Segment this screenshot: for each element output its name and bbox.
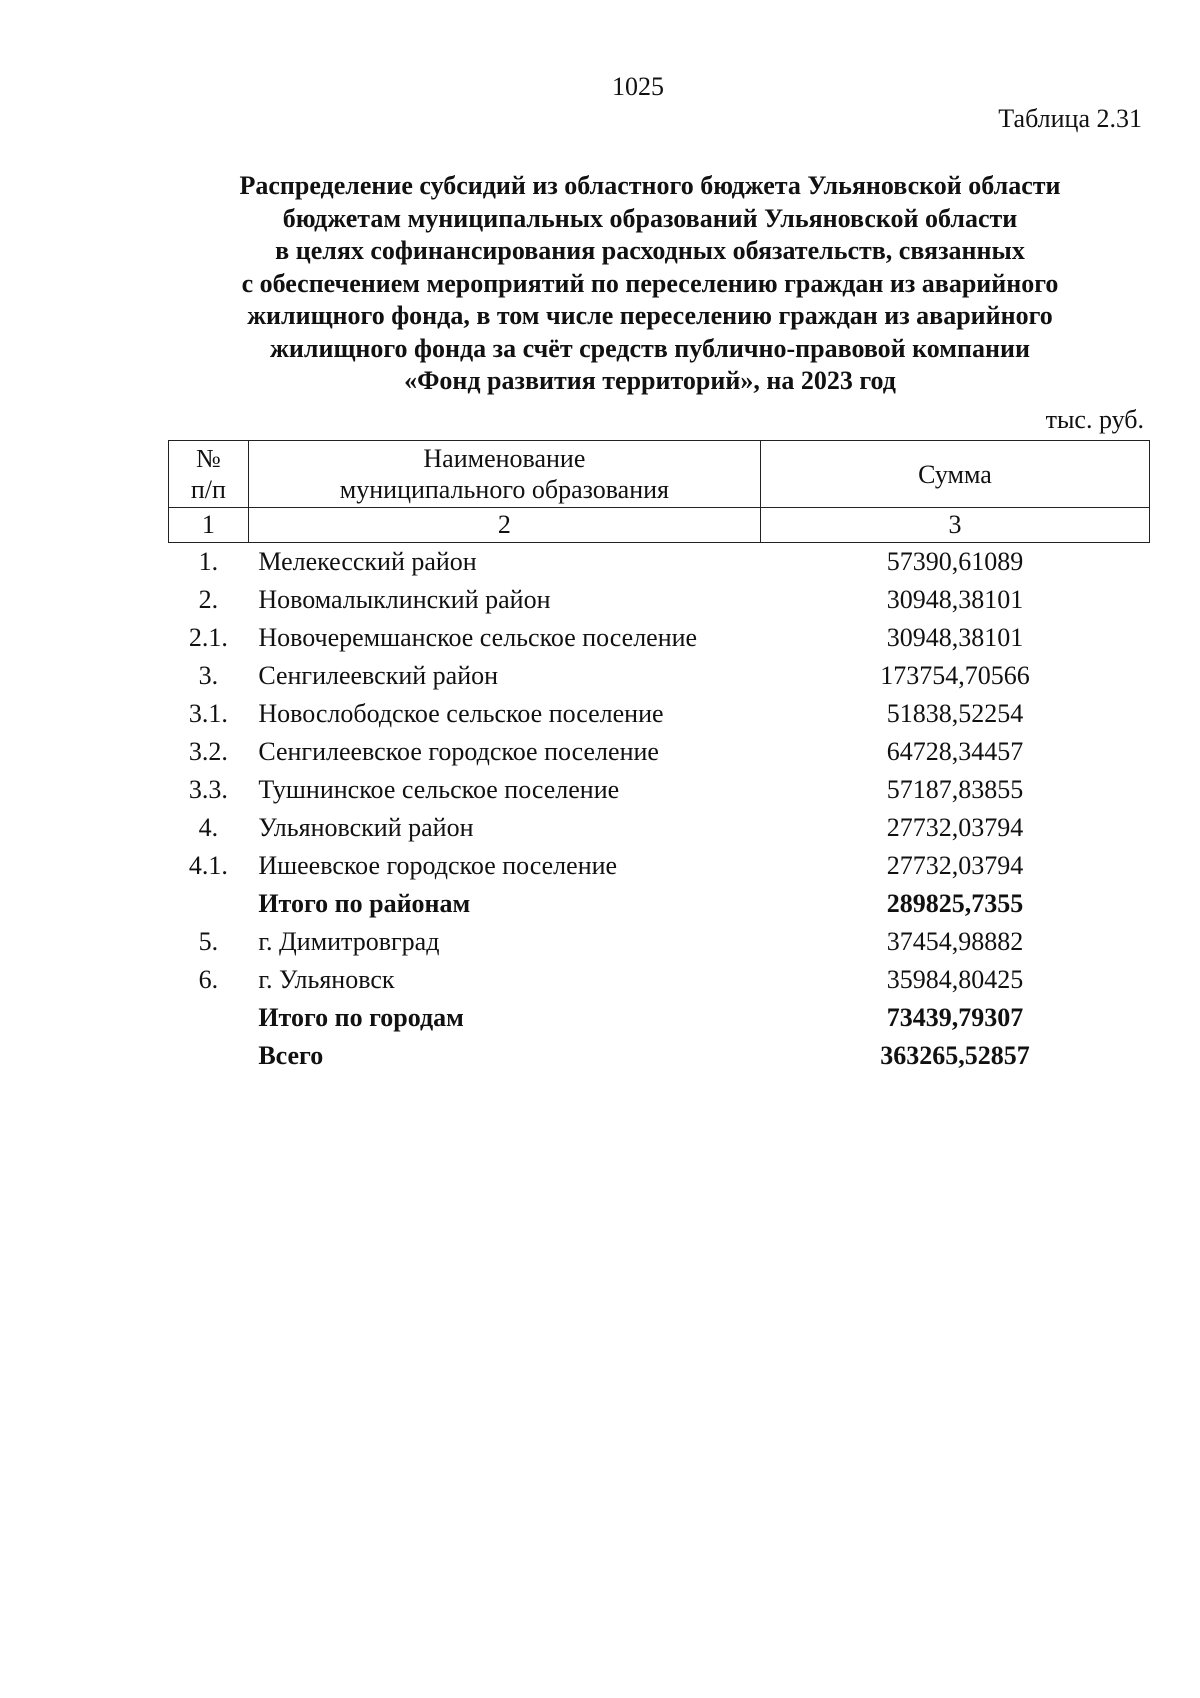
header-num-line1: №	[196, 444, 221, 473]
row-sum: 173754,70566	[880, 661, 1030, 690]
header-sum: Сумма	[760, 441, 1149, 508]
table-body	[169, 543, 1150, 1076]
title-line: в целях софинансирования расходных обязательств, связанных	[275, 236, 1025, 265]
row-number	[169, 1037, 249, 1075]
row-number: 4.1.	[188, 851, 228, 880]
table-row	[169, 619, 1150, 657]
table-row	[169, 961, 1150, 999]
row-sum: 289825,7355	[886, 889, 1024, 918]
table-row	[169, 581, 1150, 619]
table-total-row	[169, 999, 1150, 1037]
row-name: Новочеремшанское сельское поселение	[258, 623, 698, 652]
column-number: 3	[760, 508, 1149, 543]
row-number: 3.	[198, 661, 219, 690]
row-sum: 73439,79307	[886, 1003, 1024, 1032]
row-sum: 30948,38101	[886, 623, 1024, 652]
title-line: жилищного фонда, в том числе переселению граждан из аварийного	[247, 301, 1053, 330]
title-line: бюджетам муниципальных образований Ульяновской области	[282, 203, 1018, 233]
row-name: Новослободское сельское поселение	[258, 699, 664, 728]
header-num	[169, 441, 249, 508]
page-number: 1025	[612, 72, 664, 101]
row-number: 3.3.	[188, 775, 228, 804]
document-title	[140, 170, 1160, 398]
row-name: Сенгилеевский район	[258, 661, 499, 690]
title-line: с обеспечением мероприятий по переселению граждан из аварийного	[241, 268, 1059, 298]
table-total-row	[169, 885, 1150, 923]
row-name: г. Димитровград	[258, 927, 440, 956]
row-sum: 27732,03794	[886, 851, 1024, 880]
row-number: 3.1.	[188, 699, 228, 728]
title-line: Распределение субсидий из областного бюджета Ульяновской области	[239, 171, 1061, 200]
row-name: г. Ульяновск	[258, 965, 395, 994]
column-number: 2	[248, 508, 760, 543]
row-name: Тушнинское сельское поселение	[258, 775, 620, 804]
row-sum: 27732,03794	[886, 813, 1024, 842]
table-row	[169, 543, 1150, 582]
row-number: 3.2.	[188, 737, 228, 766]
header-name-line1: Наименование	[423, 444, 586, 473]
row-sum: 37454,98882	[886, 927, 1024, 956]
row-number: 2.1.	[188, 623, 228, 652]
table-row	[169, 847, 1150, 885]
row-number: 5.	[198, 927, 219, 956]
table-row	[169, 923, 1150, 961]
table-label: Таблица 2.31	[998, 104, 1142, 133]
row-number	[169, 885, 249, 923]
row-name: Итого по городам	[258, 1003, 464, 1032]
row-name: Новомалыклинский район	[258, 585, 551, 614]
row-name: Сенгилеевское городское поселение	[258, 737, 659, 766]
table-total-row	[169, 1037, 1150, 1075]
table-row	[169, 733, 1150, 771]
table-row	[169, 695, 1150, 733]
title-line: «Фонд развития территорий», на 2023 год	[404, 366, 896, 395]
row-number: 2.	[198, 585, 219, 614]
row-name: Ишеевское городское поселение	[258, 851, 618, 880]
header-num-line2: п/п	[190, 475, 226, 504]
header-name	[248, 441, 760, 508]
row-name: Итого по районам	[258, 889, 471, 918]
table-row	[169, 657, 1150, 695]
title-line: жилищного фонда за счёт средств публично-правовой компании	[270, 333, 1030, 363]
row-number: 4.	[198, 813, 219, 842]
header-name-line2: муниципального образования	[339, 475, 669, 504]
row-sum: 64728,34457	[886, 737, 1024, 766]
row-sum: 30948,38101	[886, 585, 1024, 614]
column-number: 1	[169, 508, 249, 543]
row-sum: 363265,52857	[880, 1041, 1030, 1070]
row-number: 1.	[198, 547, 219, 576]
row-sum: 51838,52254	[886, 699, 1024, 728]
row-sum: 57187,83855	[886, 775, 1024, 804]
row-sum: 57390,61089	[886, 547, 1024, 576]
units-label: тыс. руб.	[1045, 405, 1144, 434]
row-name: Мелекесский район	[258, 547, 477, 576]
table-row	[169, 809, 1150, 847]
table-row	[169, 771, 1150, 809]
column-number-row	[169, 508, 1150, 543]
row-number: 6.	[198, 965, 219, 994]
row-sum: 35984,80425	[886, 965, 1024, 994]
row-number	[169, 999, 249, 1037]
table-header-row	[169, 441, 1150, 508]
row-name: Ульяновский район	[258, 813, 474, 842]
subsidy-table	[168, 440, 1150, 1075]
row-name: Всего	[258, 1041, 324, 1070]
